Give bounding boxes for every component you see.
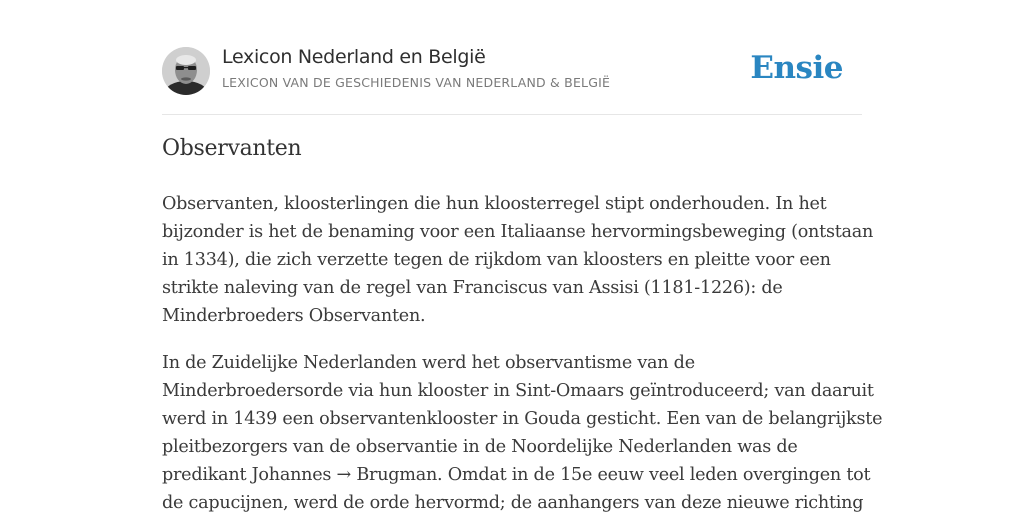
article-title: Observanten <box>162 136 302 161</box>
article-body <box>162 190 883 512</box>
text-line: strikte naleving van de regel van Franciscus van Assisi (1181-1226): de <box>162 278 783 298</box>
paragraph <box>162 349 883 512</box>
site-header <box>162 44 862 115</box>
text-line: pleitbezorgers van de observantie in de Noordelijke Nederlanden was de <box>162 437 798 457</box>
text-line: In de Zuidelijke Nederlanden werd het observantisme van de <box>162 353 695 373</box>
text-line: Observanten, kloosterlingen die hun kloosterregel stipt onderhouden. In het <box>162 194 827 214</box>
text-line: bijzonder is het de benaming voor een Italiaanse hervormingsbeweging (ontstaan <box>162 222 874 242</box>
avatar-portrait-icon <box>162 47 210 95</box>
site-title[interactable]: Lexicon Nederland en België <box>222 46 486 68</box>
text-line: predikant Johannes → Brugman. Omdat in de 15e eeuw veel leden overgingen tot <box>162 465 871 485</box>
text-line: werd in 1439 een observantenklooster in Gouda gesticht. Een van de belangrijkste <box>162 409 883 429</box>
text-line: Minderbroedersorde via hun klooster in Sint-Omaars geïntroduceerd; van daaruit <box>162 381 874 401</box>
text-line: in 1334), die zich verzette tegen de rijkdom van kloosters en pleitte voor een <box>162 250 831 270</box>
avatar[interactable] <box>162 47 210 95</box>
site-subtitle: LEXICON VAN DE GESCHIEDENIS VAN NEDERLAND & BELGIË <box>222 75 611 90</box>
text-line: Minderbroeders Observanten. <box>162 306 426 326</box>
brand-logo[interactable]: Ensie <box>750 50 843 86</box>
paragraph <box>162 190 872 330</box>
text-line: de capucijnen, werd de orde hervormd; de aanhangers van deze nieuwe richting <box>162 493 864 512</box>
